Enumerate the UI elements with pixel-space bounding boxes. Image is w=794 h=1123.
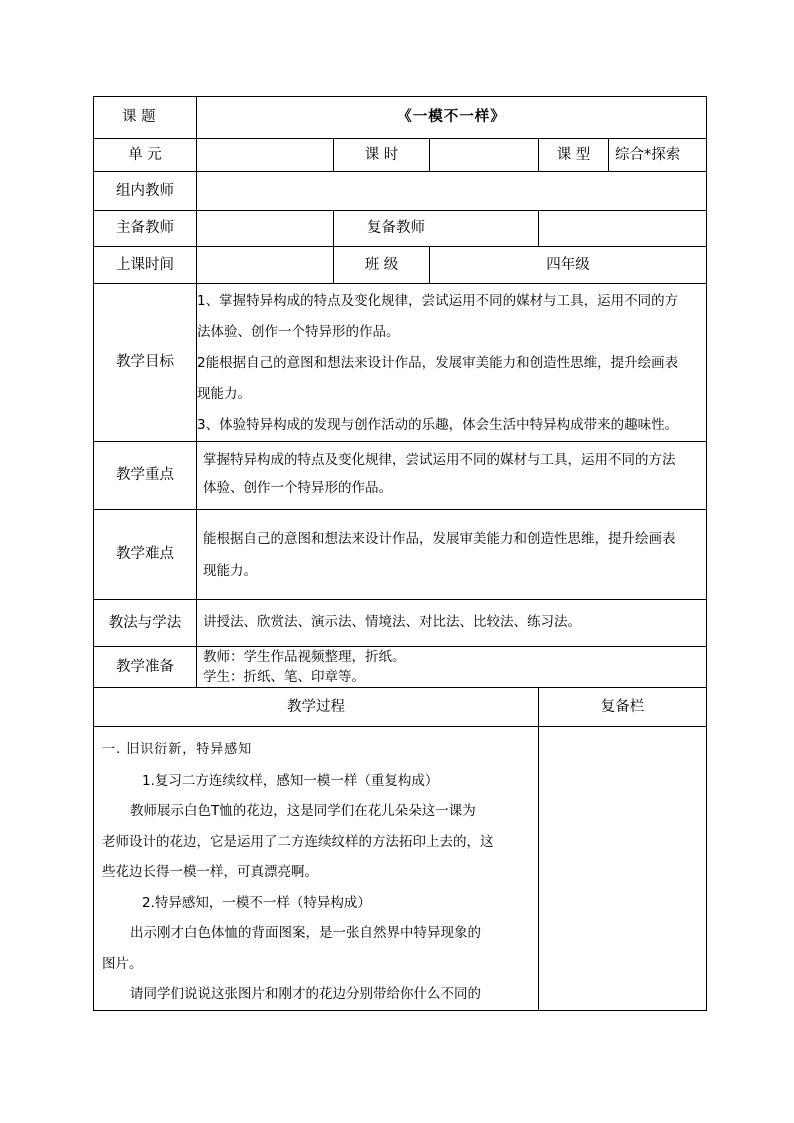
process-line: 出示刚才白色体恤的背面图案，是一张自然界中特异现象的 xyxy=(130,925,481,941)
difficulties-row xyxy=(94,510,707,600)
difficulties-label: 教学难点 xyxy=(94,510,197,600)
group-teachers-label: 组内教师 xyxy=(94,172,197,211)
methods-label: 教法与学法 xyxy=(94,600,197,647)
process-content xyxy=(94,727,539,1011)
process-header: 教学过程 xyxy=(94,688,539,727)
prep-teacher: 教师：学生作品视频整理，折纸。 xyxy=(203,649,406,665)
type-value: 综合*探索 xyxy=(609,139,707,172)
teachers-row xyxy=(94,211,707,247)
process-step: 1.复习二方连续纹样，感知一模一样（重复构成） xyxy=(142,772,439,789)
methods-row xyxy=(94,600,707,647)
process-content-row xyxy=(94,727,707,1011)
process-step: 2.特异感知，一模不一样（特异构成） xyxy=(142,894,371,911)
topic-label: 课 题 xyxy=(122,109,156,126)
review-column-header: 复备栏 xyxy=(539,688,707,727)
process-header-row xyxy=(94,688,707,727)
prep-label: 教学准备 xyxy=(94,647,197,688)
goals-label: 教学目标 xyxy=(94,284,197,442)
review-teacher-label: 复备教师 xyxy=(334,211,539,247)
group-teachers-value-cell xyxy=(197,172,707,211)
prep-row xyxy=(94,647,707,688)
unit-row xyxy=(94,139,707,172)
key-points-row xyxy=(94,442,707,510)
key-points-label: 教学重点 xyxy=(94,442,197,510)
goals-content xyxy=(197,284,707,442)
goals-line: 3、体验特异构成的发现与创作活动的乐趣，体会生活中特异构成带来的趣味性。 xyxy=(197,417,679,433)
grade-value: 四年级 xyxy=(430,247,707,284)
goals-row xyxy=(94,284,707,442)
period-value-cell xyxy=(430,139,539,172)
lesson-plan-table xyxy=(93,96,707,1011)
period-label: 课 时 xyxy=(334,139,430,172)
review-teacher-value-cell xyxy=(539,211,707,247)
topic-row xyxy=(94,97,707,139)
goals-line: 法体验、创作一个特异形的作品。 xyxy=(197,324,400,340)
lead-teacher-label: 主备教师 xyxy=(94,211,197,247)
key-points-line: 掌握特异构成的特点及变化规律，尝试运用不同的媒材与工具，运用不同的方法 xyxy=(203,451,676,468)
key-points-content xyxy=(197,442,707,510)
process-section-heading: 一. 旧识衍新，特异感知 xyxy=(102,742,253,757)
process-line: 教师展示白色T恤的花边，这是同学们在花儿朵朵这一课为 xyxy=(130,803,476,819)
difficulties-line: 现能力。 xyxy=(203,562,257,579)
review-column-cell xyxy=(539,727,707,1011)
lead-teacher-value-cell xyxy=(197,211,334,247)
goals-line: 现能力。 xyxy=(197,386,251,402)
grade-label: 班 级 xyxy=(334,247,430,284)
prep-content xyxy=(197,647,707,688)
topic-title: 《一模不一样》 xyxy=(197,97,707,139)
unit-label: 单 元 xyxy=(94,139,197,172)
prep-student: 学生：折纸、笔、印章等。 xyxy=(203,669,365,685)
goals-line: 1、掌握特异构成的特点及变化规律，尝试运用不同的媒材与工具，运用不同的方 xyxy=(197,293,679,309)
class-time-value-cell xyxy=(197,247,334,284)
process-line: 老师设计的花边，它是运用了二方连续纹样的方法拓印上去的，这 xyxy=(102,833,494,850)
process-line: 图片。 xyxy=(102,955,143,972)
difficulties-line: 能根据自己的意图和想法来设计作品，发展审美能力和创造性思维，提升绘画表 xyxy=(203,530,676,547)
group-teachers-row xyxy=(94,172,707,211)
class-time-label: 上课时间 xyxy=(94,247,197,284)
topic-label-cell xyxy=(94,97,197,139)
difficulties-content xyxy=(197,510,707,600)
process-line: 些花边长得一模一样，可真漂亮啊。 xyxy=(102,864,318,880)
process-line: 请同学们说说这张图片和刚才的花边分别带给你什么不同的 xyxy=(130,986,481,1002)
unit-value-cell xyxy=(197,139,334,172)
goals-line: 2能根据自己的意图和想法来设计作品，发展审美能力和创造性思维，提升绘画表 xyxy=(197,355,679,371)
class-time-row xyxy=(94,247,707,284)
methods-content: 讲授法、欣赏法、演示法、情境法、对比法、比较法、练习法。 xyxy=(197,600,707,647)
type-label: 课 型 xyxy=(539,139,609,172)
key-points-line: 体验、创作一个特异形的作品。 xyxy=(203,479,392,496)
